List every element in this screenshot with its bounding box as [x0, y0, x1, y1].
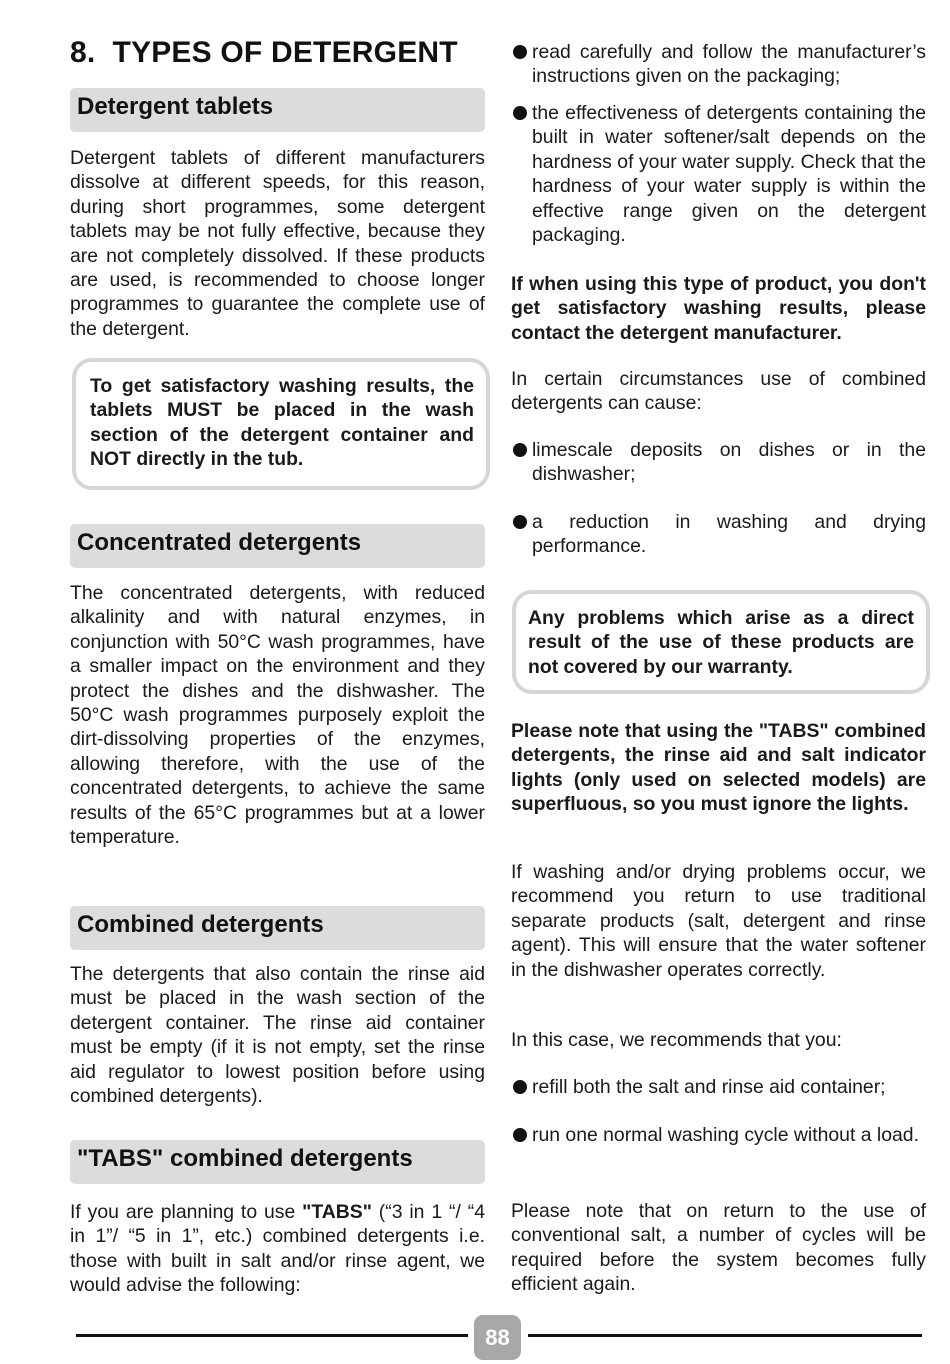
heading-combined-detergents: Combined detergents [70, 906, 485, 950]
problems-text: If washing and/or drying problems occur, we recommend you return to use traditional separate products (salt, detergent and rinse agent). This will ensure that the water softener in the dishwasher operates correctly. [511, 861, 926, 981]
warranty-note: Any problems which arise as a direct result of the use of these products are not covered by our warranty. [528, 607, 914, 678]
concentrated-body: The concentrated detergents, with reduced alkalinity and with natural enzymes, in conjunction with 50°C wash programmes, have a smaller impact on the environment and they protect the dishes and the dishwasher. The 50°C wash programmes purposely exploit the dirt-dissolving properties of the enzymes, allowing therefore, with the use of the concentrated detergents, to achieve the same results of the 65°C programmes but at a lower temperature. [70, 582, 485, 849]
bullet-icon [511, 40, 532, 89]
footer-divider-right [528, 1334, 922, 1337]
page-title: 8. TYPES OF DETERGENT [70, 36, 458, 69]
bullet-icon [511, 1123, 532, 1147]
tabs-body: If you are planning to use "TABS" (“3 in 1 “/ “4 in 1”/ “5 in 1”, etc.) combined detergents i.e. those with built in salt and/or rinse agent, we would advise the following: [70, 1201, 485, 1297]
list-item: run one normal washing cycle without a load. [511, 1123, 926, 1147]
bullet-icon [511, 510, 532, 559]
list-item: the effectiveness of detergents containing the built in water softener/salt depends on the hardness of your water supply. Check that the hardness of your water supply is within the effective range given on the detergent packaging. [511, 101, 926, 247]
recommend-text: In this case, we recommends that you: [511, 1029, 842, 1051]
circumstances-text: In certain circumstances use of combined detergents can cause: [511, 368, 926, 415]
final-note: Please note that on return to the use of conventional salt, a number of cycles will be required before the system becomes fully efficient again. [511, 1200, 926, 1296]
list-item: a reduction in washing and drying performance. [511, 510, 926, 559]
tablets-note-box [72, 358, 490, 490]
page-number: 88 [474, 1315, 521, 1360]
list-item: refill both the salt and rinse aid container; [511, 1075, 926, 1099]
heading-tabs-combined-detergents: "TABS" combined detergents [70, 1140, 485, 1184]
tabs-lights-note: Please note that using the "TABS" combined detergents, the rinse aid and salt indicator lights (only used on selected models) are superfluous, so you must ignore the lights. [511, 720, 926, 816]
bullet-icon [511, 438, 532, 487]
heading-detergent-tablets: Detergent tablets [70, 88, 485, 132]
warranty-note-box [512, 590, 930, 694]
list-item: read carefully and follow the manufacturer’s instructions given on the packaging; [511, 40, 926, 89]
heading-concentrated-detergents: Concentrated detergents [70, 524, 485, 568]
tablets-body: Detergent tablets of different manufacturers dissolve at different speeds, for this reason, during short programmes, some detergent tablets may be not fully effective, because they are not completely dissolved. If these products are used, is recommended to choose longer programmes to guarantee the complete use of the detergent. [70, 147, 485, 340]
contact-manufacturer-text: If when using this type of product, you don't get satisfactory washing results, please contact the detergent manufacturer. [511, 273, 926, 344]
bullet-icon [511, 101, 532, 247]
list-item: limescale deposits on dishes or in the dishwasher; [511, 438, 926, 487]
combined-body: The detergents that also contain the rinse aid must be placed in the wash section of the detergent container. The rinse aid container must be empty (if it is not empty, set the rinse aid regulator to lowest position before using combined detergents). [70, 963, 485, 1108]
tablets-note: To get satisfactory washing results, the tablets MUST be placed in the wash section of the detergent container and NOT directly in the tub. [90, 375, 474, 471]
footer-divider-left [76, 1334, 468, 1337]
bullet-icon [511, 1075, 532, 1099]
